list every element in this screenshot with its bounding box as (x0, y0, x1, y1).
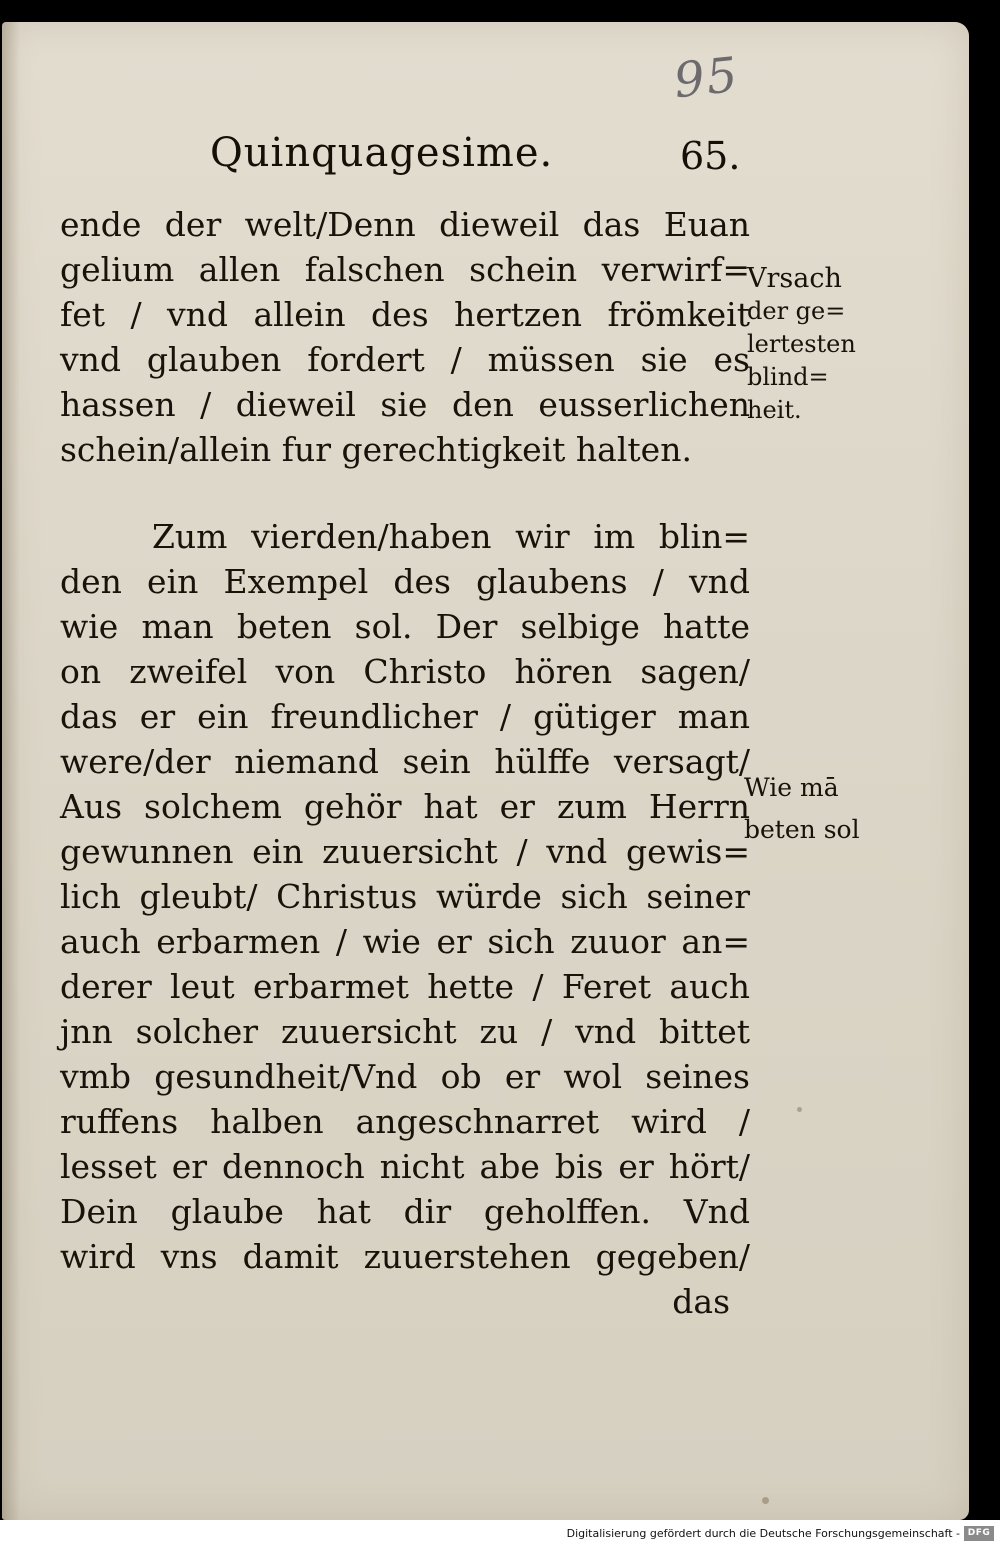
book-page (2, 22, 969, 1520)
body-text (60, 202, 750, 1324)
marginal-note-prayer (744, 767, 860, 851)
text-line: were/der niemand sein hülffe versagt/ (60, 742, 750, 781)
marginal-line: Wie mā (744, 773, 839, 802)
paragraph-1 (60, 202, 750, 472)
text-line: Dein glaube hat dir geholffen. Vnd (60, 1192, 750, 1231)
text-line: Aus solchem gehör hat er zum Herrn (60, 787, 750, 826)
text-line: jnn solcher zuuersicht zu / vnd bittet (60, 1012, 750, 1051)
text-line: den ein Exempel des glaubens / vnd (60, 562, 750, 601)
marginal-note-blindness (747, 262, 856, 427)
marginal-line: lertesten (747, 330, 856, 358)
marginal-line: blind= (747, 363, 829, 391)
paper-spot (762, 1497, 769, 1504)
marginal-line: Vrsach (747, 263, 842, 294)
text-line: ende der welt/Denn dieweil das Euan (60, 205, 750, 244)
paragraph-gap (60, 472, 750, 514)
catchword: das (672, 1282, 730, 1321)
text-line: derer leut erbarmet hette / Feret auch (60, 967, 750, 1006)
text-line: ruffens halben angeschnarret wird / (60, 1102, 750, 1141)
marginal-line: beten sol (744, 815, 860, 844)
text-line: on zweifel von Christo hören sagen/ (60, 652, 750, 691)
text-line: gewunnen ein zuuersicht / vnd gewis= (60, 832, 750, 871)
dfg-logo: DFG (964, 1526, 994, 1541)
footer-bar (0, 1520, 1000, 1545)
text-line: wie man beten sol. Der selbige hatte (60, 607, 750, 646)
footer-credit: Digitalisierung gefördert durch die Deutsche Forschungsgemeinschaft - (566, 1527, 960, 1540)
paper-spot (797, 1107, 802, 1112)
text-line: lich gleubt/ Christus würde sich seiner (60, 877, 750, 916)
text-line: gelium allen falschen schein verwirf= (60, 250, 750, 289)
text-line: lesset er dennoch nicht abe bis er hört/ (60, 1147, 750, 1186)
text-line: hassen / dieweil sie den eusserlichen (60, 385, 750, 424)
text-line: vmb gesundheit/Vnd ob er wol seines (60, 1057, 750, 1096)
text-line: das er ein freundlicher / gütiger man (60, 697, 750, 736)
paragraph-2 (60, 514, 750, 1324)
marginal-line: heit. (747, 396, 802, 424)
text-line: schein/allein fur gerechtigkeit halten. (60, 430, 692, 469)
text-line: auch erbarmen / wie er sich zuuor an= (60, 922, 750, 961)
page-number: 65. (680, 134, 741, 178)
text-line: fet / vnd allein des hertzen frömkeit (60, 295, 750, 334)
marginal-line: der ge= (747, 297, 846, 325)
handwritten-folio-number: 95 (671, 46, 742, 110)
text-line: Zum vierden/haben wir im blin= (152, 517, 750, 556)
running-head: Quinquagesime. (210, 130, 554, 176)
text-line: wird vns damit zuuerstehen gegeben/ (60, 1237, 750, 1276)
text-line: vnd glauben fordert / müssen sie es (60, 340, 750, 379)
